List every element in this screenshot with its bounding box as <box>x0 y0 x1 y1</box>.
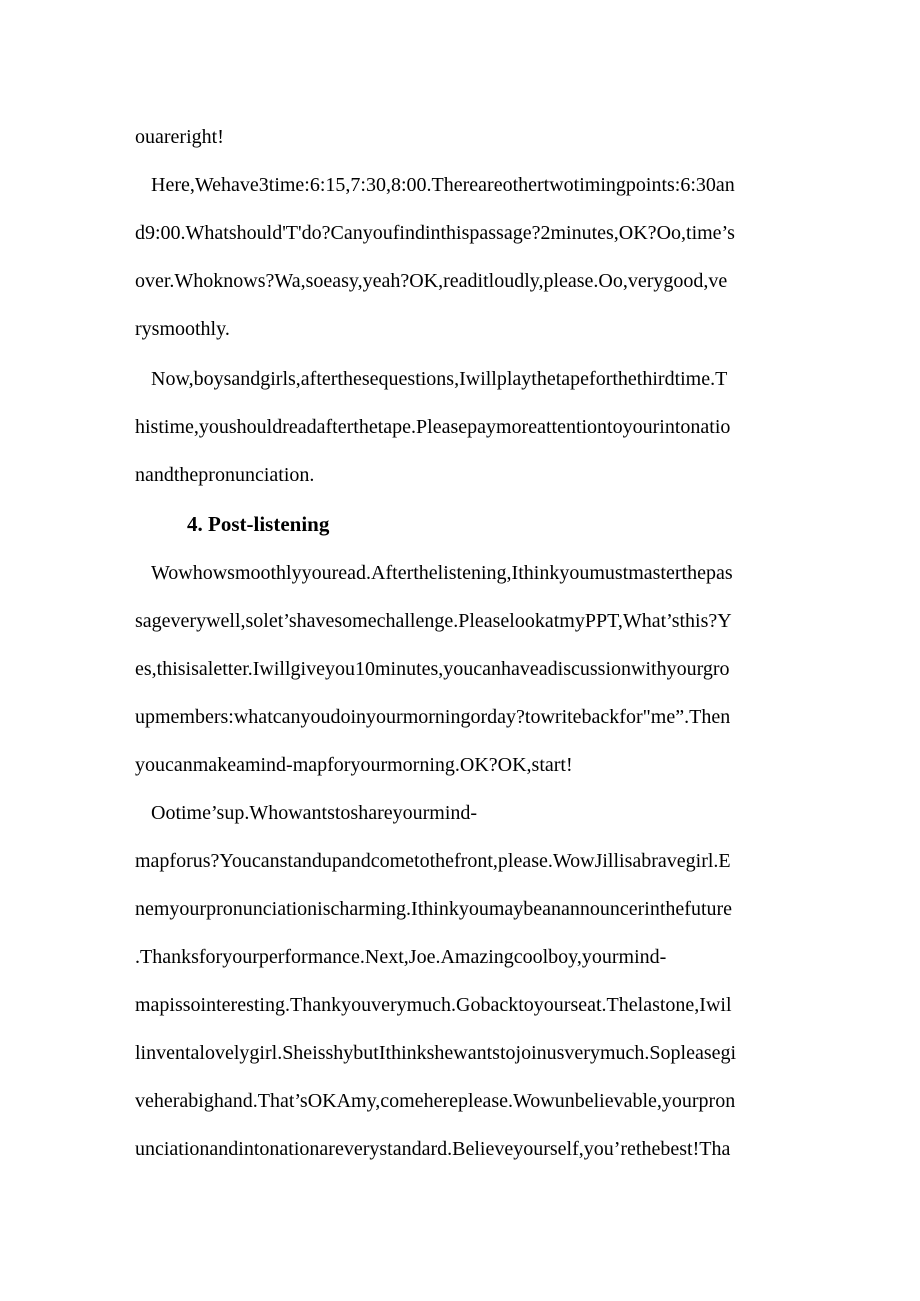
text-line: d9:00.Whatshould'T'do?Canyoufindinthispassage?2minutes,OK?Oo,time’s <box>135 222 735 244</box>
text-line: nandthepronunciation. <box>135 464 315 486</box>
text-line: ouareright! <box>135 126 224 148</box>
text-line: sageverywell,solet’shavesomechallenge.PleaselookatmyPPT,What’sthis?Y <box>135 610 732 632</box>
text-line: unciationandintonationareverystandard.Believeyourself,you’rethebest!Tha <box>135 1138 731 1160</box>
text-line: youcanmakeamind-mapforyourmorning.OK?OK,start! <box>135 754 573 776</box>
section-heading: 4. Post-listening <box>187 512 330 536</box>
text-line: .Thanksforyourperformance.Next,Joe.Amazingcoolboy,yourmind- <box>135 946 667 968</box>
text-line: Here,Wehave3time:6:15,7:30,8:00.Thereareothertwotimingpoints:6:30an <box>151 174 735 196</box>
text-line: over.Whoknows?Wa,soeasy,yeah?OK,readitloudly,please.Oo,verygood,ve <box>135 270 728 292</box>
text-line: Wowhowsmoothlyyouread.Afterthelistening,Ithinkyoumustmasterthepas <box>151 562 733 584</box>
text-line: rysmoothly. <box>135 318 230 340</box>
text-line: Ootime’sup.Whowantstoshareyourmind- <box>151 802 478 824</box>
text-line: histime,youshouldreadafterthetape.Pleasepaymoreattentiontoyourintonatio <box>135 416 731 438</box>
text-line: Now,boysandgirls,afterthesequestions,Iwillplaythetapeforthethirdtime.T <box>151 368 728 390</box>
text-line: es,thisisaletter.Iwillgiveyou10minutes,youcanhaveadiscussionwithyourgro <box>135 658 730 680</box>
text-line: veherabighand.That’sOKAmy,comehereplease.Wowunbelievable,yourpron <box>135 1090 736 1112</box>
text-line: mapissointeresting.Thankyouverymuch.Gobacktoyourseat.Thelastone,Iwil <box>135 994 732 1016</box>
text-line: nemyourpronunciationischarming.Ithinkyoumaybeanannouncerinthefuture <box>135 898 733 920</box>
text-line: upmembers:whatcanyoudoinyourmorningorday?towritebackfor"me”.Then <box>135 706 731 728</box>
text-line: linventalovelygirl.SheisshybutIthinkshewantstojoinusverymuch.Sopleasegi <box>135 1042 737 1064</box>
text-line: mapforus?Youcanstandupandcometothefront,please.WowJillisabravegirl.E <box>135 850 731 872</box>
